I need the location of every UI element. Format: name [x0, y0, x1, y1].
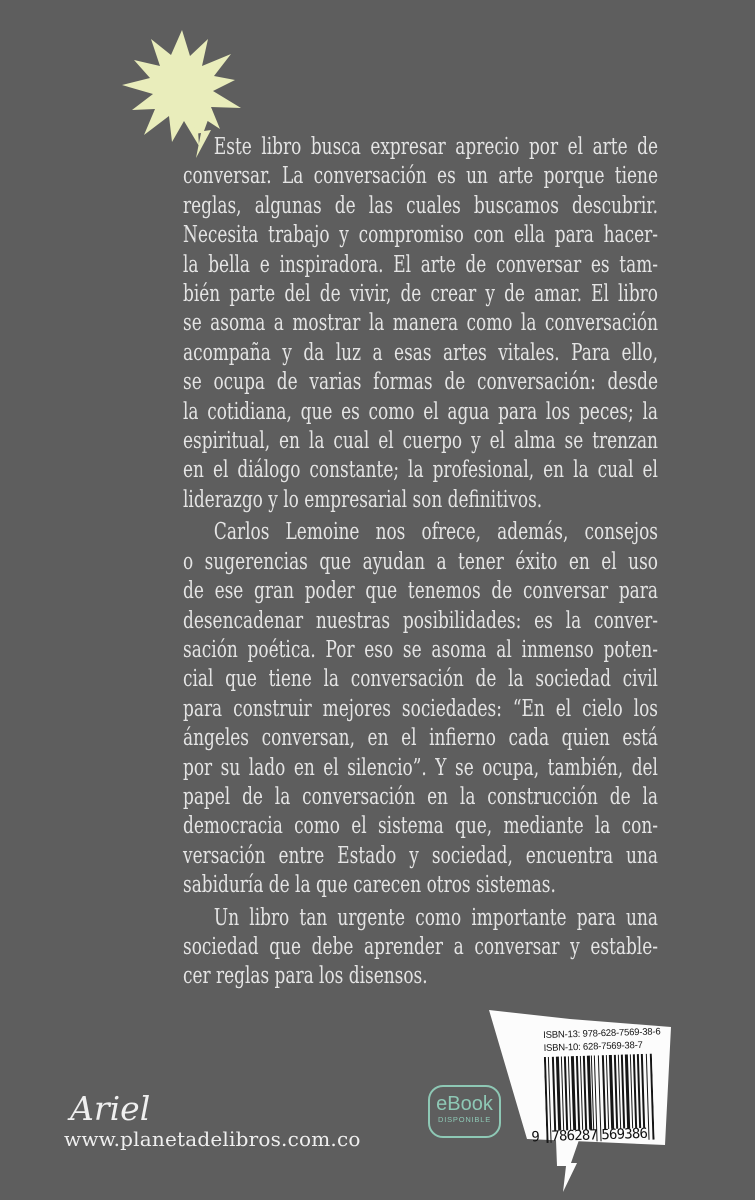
body-text-line: desencadenar nuestras posibilidades: es la conver-: [183, 607, 658, 634]
body-text-line: cial que tiene la conversación de la sociedad civil: [183, 666, 658, 693]
body-text-line: acompaña y da luz a esas artes vitales. Para ello,: [183, 339, 658, 366]
body-text-line: para construir mejores sociedades: “En el cielo los: [183, 695, 658, 722]
body-text-line: se asoma a mostrar la manera como la conversación: [183, 310, 658, 337]
body-text-line: de ese gran poder que tenemos de conversar para: [183, 578, 658, 605]
back-cover-text: [183, 133, 658, 992]
body-text-line: papel de la conversación en la construcción de la: [183, 783, 658, 810]
ebook-badge-subtitle: DISPONIBLE: [437, 1115, 491, 1124]
body-text-line: conversar. La conversación es un arte porque tiene: [183, 163, 658, 190]
body-text-line: se ocupa de varias formas de conversación: desde: [183, 369, 658, 396]
body-text-line: Un libro tan urgente como importante para una: [213, 904, 658, 931]
body-text-line: reglas, algunas de las cuales buscamos descubrir.: [183, 192, 658, 219]
barcode: [531, 1025, 661, 1146]
body-text-line: en el diálogo constante; la profesional, en la cual el: [183, 457, 658, 484]
body-text-line: la bella e inspiradora. El arte de conversar es tam-: [183, 251, 658, 278]
paragraph: [183, 133, 658, 515]
body-text-line: ángeles conversan, en el infierno cada quien está: [183, 725, 658, 752]
paragraph: [183, 904, 658, 992]
body-text-line: la cotidiana, que es como el agua para los peces; la: [183, 398, 658, 425]
body-text-line: liderazgo y lo empresarial son definitivos.: [183, 486, 543, 513]
barcode-digits: 786287: [551, 1127, 598, 1145]
body-text-line: por su lado en el silencio”. Y se ocupa, también, del: [183, 754, 658, 781]
body-text-line: Carlos Lemoine nos ofrece, además, consejos: [213, 519, 658, 546]
body-text-line: sabiduría de la que carecen otros sistemas.: [183, 872, 556, 899]
isbn13-label: ISBN-13: 978-628-7569-38-6: [543, 1026, 661, 1041]
barcode-digits: 569386: [601, 1125, 648, 1144]
paragraph: [183, 518, 658, 900]
body-text-line: Este libro busca expresar aprecio por el arte de: [213, 134, 658, 160]
barcode-digits: 9: [531, 1129, 540, 1146]
ebook-badge-title: eBook: [436, 1093, 493, 1115]
isbn10-label: ISBN-10: 628-7569-38-7: [543, 1039, 643, 1054]
body-text-line: sociedad que debe aprender a conversar y estable-: [183, 933, 658, 960]
body-text-line: Necesita trabajo y compromiso con ella para hacer-: [183, 222, 658, 249]
body-text-line: sación poética. Por eso se asoma al inmenso poten-: [183, 636, 658, 663]
publisher-website: www.planetadelibros.com.co: [64, 1127, 361, 1151]
bubble-lightning-tail: [556, 1140, 579, 1192]
body-text-line: versación entre Estado y sociedad, encuentra una: [183, 842, 658, 869]
body-text-line: espiritual, en la cual el cuerpo y el alma se trenzan: [183, 428, 658, 455]
body-text-line: cer reglas para los disensos.: [183, 963, 428, 990]
body-text-line: o sugerencias que ayudan a tener éxito en el uso: [183, 548, 658, 575]
publisher-logo: Ariel: [70, 1089, 151, 1128]
barcode-bars: [531, 1054, 655, 1147]
body-text-line: bién parte del de vivir, de crear y de amar. El libro: [183, 281, 658, 308]
body-text-line: democracia como el sistema que, mediante la con-: [183, 813, 658, 840]
